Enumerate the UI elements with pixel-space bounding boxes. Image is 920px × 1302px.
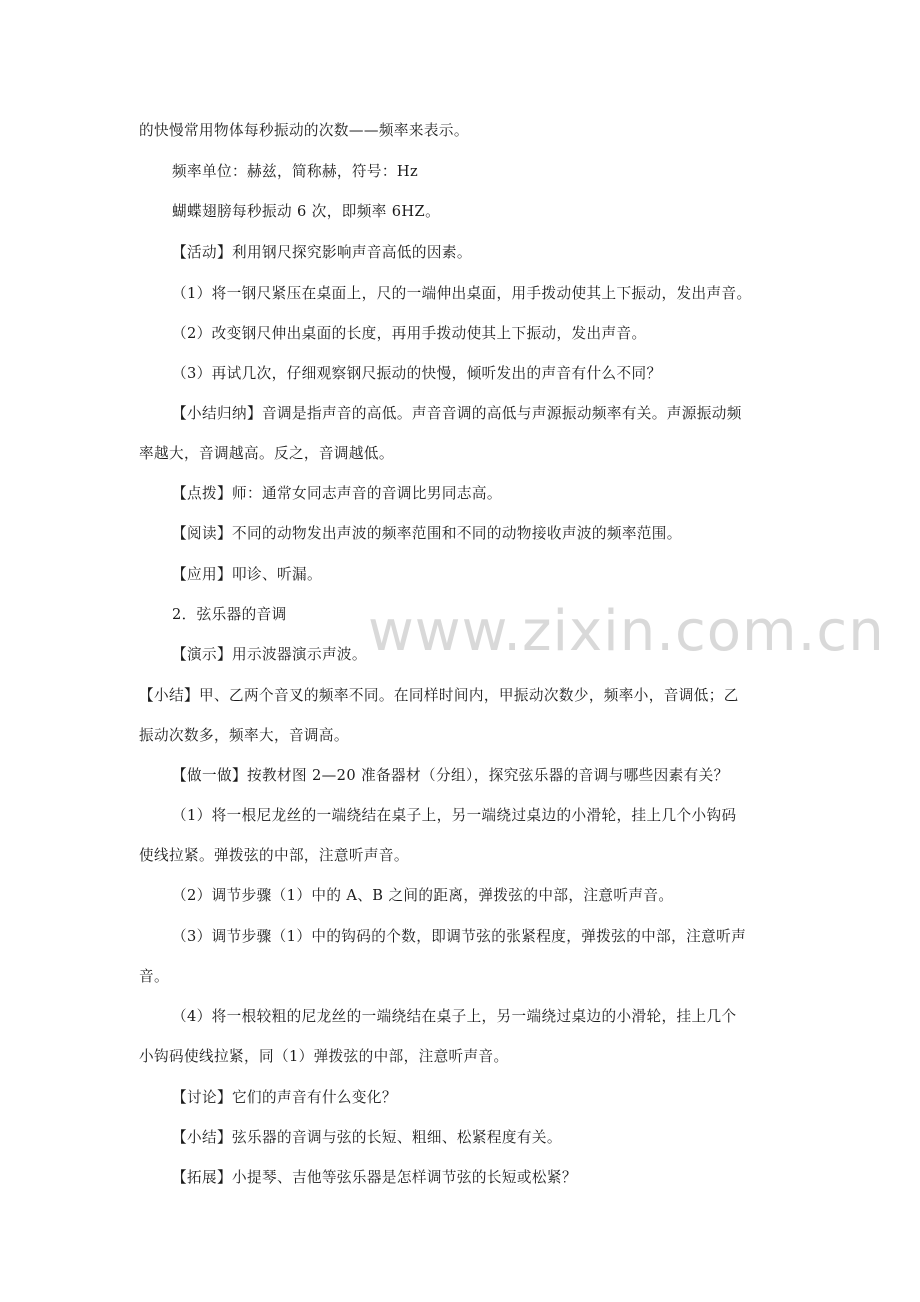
text-line: 【小结】弦乐器的音调与弦的长短、粗细、松紧程度有关。 bbox=[172, 1129, 562, 1146]
text-line: 【小结归纳】音调是指声音的高低。声音音调的高低与声源振动频率有关。声源振动频 bbox=[172, 405, 742, 422]
text-line: 蝴蝶翅膀每秒振动 6 次，即频率 6HZ。 bbox=[172, 203, 441, 220]
text-line: 小钩码使线拉紧，同（1）弹拨弦的中部，注意听声音。 bbox=[139, 1048, 509, 1065]
text-line: 【应用】叩诊、听漏。 bbox=[172, 566, 322, 583]
text-line: 【阅读】不同的动物发出声波的频率范围和不同的动物接收声波的频率范围。 bbox=[172, 525, 682, 542]
text-line: 【演示】用示波器演示声波。 bbox=[172, 646, 367, 663]
text-line: 【小结】甲、乙两个音叉的频率不同。在同样时间内，甲振动次数少，频率小，音调低；乙 bbox=[139, 687, 739, 704]
text-line: 频率单位：赫兹，简称赫，符号：Hz bbox=[172, 163, 419, 180]
text-line: 振动次数多，频率大，音调高。 bbox=[139, 727, 349, 744]
text-line: 【点拨】师：通常女同志声音的音调比男同志高。 bbox=[172, 485, 502, 502]
text-line: （4）将一根较粗的尼龙丝的一端绕结在桌子上，另一端绕过桌边的小滑轮，挂上几个 bbox=[172, 1008, 737, 1025]
text-line: 率越大，音调越高。反之，音调越低。 bbox=[139, 445, 394, 462]
text-line: 【做一做】按教材图 2—20 准备器材（分组），探究弦乐器的音调与哪些因素有关？ bbox=[172, 767, 729, 784]
text-line: 【拓展】小提琴、吉他等弦乐器是怎样调节弦的长短或松紧？ bbox=[172, 1169, 577, 1186]
text-line: （1）将一钢尺紧压在桌面上，尺的一端伸出桌面，用手拨动使其上下振动，发出声音。 bbox=[172, 285, 752, 302]
text-line: 【活动】利用钢尺探究影响声音高低的因素。 bbox=[172, 244, 472, 261]
text-line: 【讨论】它们的声音有什么变化？ bbox=[172, 1089, 397, 1106]
watermark: www.zixin.com.cn bbox=[368, 599, 885, 664]
text-line: 使线拉紧。弹拨弦的中部，注意听声音。 bbox=[139, 847, 409, 864]
section-heading: 2．弦乐器的音调 bbox=[172, 606, 287, 623]
text-line: 音。 bbox=[139, 968, 169, 985]
text-line: （2）调节步骤（1）中的 A、B 之间的距离，弹拨弦的中部，注意听声音。 bbox=[172, 887, 674, 904]
text-line: （3）调节步骤（1）中的钩码的个数，即调节弦的张紧程度，弹拨弦的中部，注意听声 bbox=[172, 928, 747, 945]
text-line: （2）改变钢尺伸出桌面的长度，再用手拨动使其上下振动，发出声音。 bbox=[172, 325, 647, 342]
text-line: （3）再试几次，仔细观察钢尺振动的快慢，倾听发出的声音有什么不同？ bbox=[172, 365, 662, 382]
text-line: 的快慢常用物体每秒振动的次数——频率来表示。 bbox=[139, 122, 469, 139]
text-line: （1）将一根尼龙丝的一端绕结在桌子上，另一端绕过桌边的小滑轮，挂上几个小钩码 bbox=[172, 807, 737, 824]
